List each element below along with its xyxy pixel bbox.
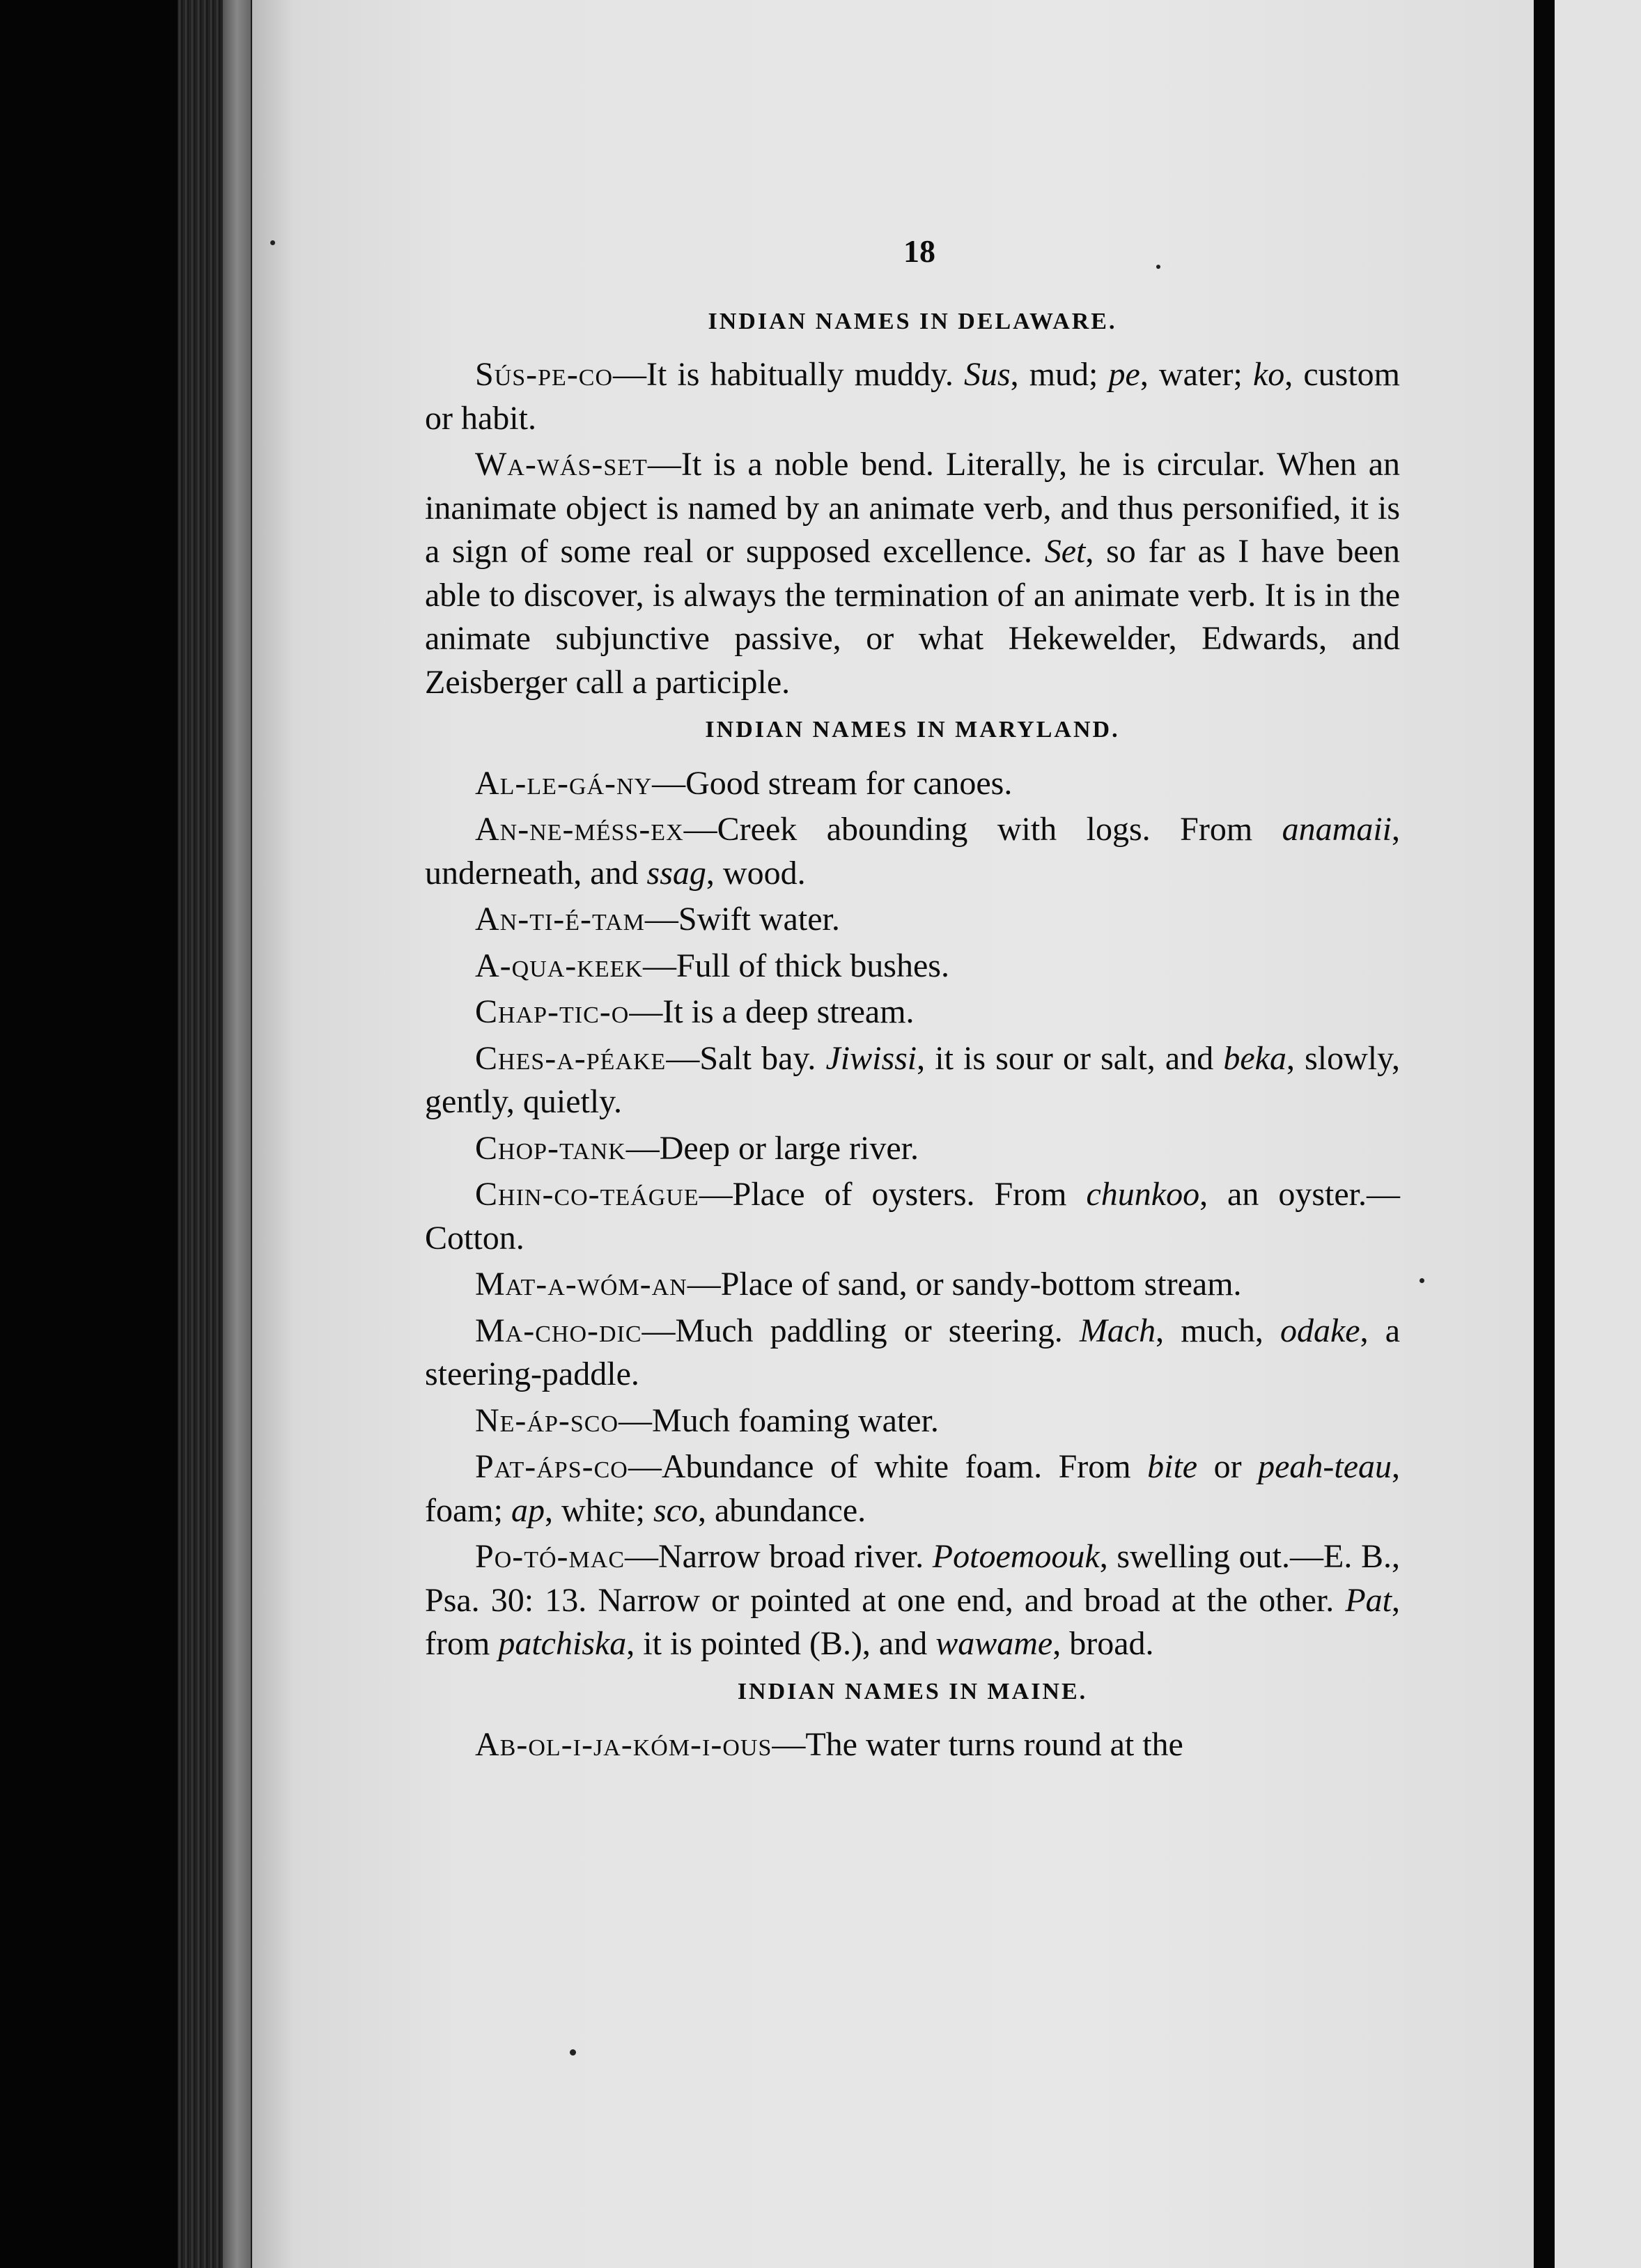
entry-headword: Ne-áp-sco xyxy=(475,1401,619,1439)
entry-italic-term: wawame xyxy=(935,1625,1053,1662)
entry-italic-term: ssag xyxy=(646,854,706,892)
entry-headword: Sús-pe-co xyxy=(475,356,614,393)
entry-headword: Chin-co-teágue xyxy=(475,1176,699,1213)
glossary-entry xyxy=(425,1310,1400,1397)
glossary-entry xyxy=(425,1445,1400,1532)
entry-headword: Al-le-gá-ny xyxy=(475,764,653,802)
glossary-entry xyxy=(425,353,1400,440)
entry-text: , wood. xyxy=(706,854,806,892)
entry-text: —It is a noble bend. Literally, he is circular. When an inanimate object is named by an animate verb, and thus personified, it is a sign of some real or supposed excellence. xyxy=(425,446,1400,570)
entry-italic-term: pe xyxy=(1108,356,1140,393)
entry-italic-term: Pat xyxy=(1345,1581,1392,1619)
entry-headword: Pat-áps-co xyxy=(475,1448,628,1485)
facing-page-edge xyxy=(1555,0,1641,2268)
entry-text: , white; xyxy=(544,1491,653,1529)
entry-text: , abundance. xyxy=(697,1491,866,1529)
entry-text: —Narrow broad river. xyxy=(625,1538,933,1575)
entry-text: , it is pointed (B.), and xyxy=(626,1625,936,1662)
entry-headword: Mat-a-wóm-an xyxy=(475,1266,687,1303)
glossary-entry xyxy=(425,1399,1400,1443)
glossary-entry xyxy=(425,1037,1400,1124)
entry-text: —Abundance of white foam. From xyxy=(628,1448,1148,1485)
entry-text: or xyxy=(1197,1448,1259,1485)
glossary-entry xyxy=(425,1173,1400,1260)
glossary-entry xyxy=(425,443,1400,704)
entry-headword: An-ti-é-tam xyxy=(475,901,645,938)
entry-text: , a steering-paddle. xyxy=(425,1312,1400,1392)
entry-text: , water; xyxy=(1140,356,1253,393)
page-number: 18 xyxy=(903,233,935,269)
entry-italic-term: ap xyxy=(511,1491,545,1529)
speck xyxy=(1420,1278,1424,1283)
section-heading: INDIAN NAMES IN MAINE. xyxy=(737,1678,1088,1704)
entry-headword: Wa-wás-set xyxy=(475,446,648,483)
glossary-entry xyxy=(425,762,1400,806)
entry-italic-term: anamaii xyxy=(1282,811,1392,848)
entry-italic-term: Mach xyxy=(1079,1312,1156,1349)
entry-text: —Creek abounding with logs. From xyxy=(683,811,1282,848)
entry-text: —Place of oysters. From xyxy=(699,1176,1087,1213)
entry-headword: Chap-tic-o xyxy=(475,993,630,1030)
glossary-entry xyxy=(425,1723,1400,1767)
entry-text: —Full of thick bushes. xyxy=(642,947,949,984)
entry-italic-term: ko xyxy=(1252,356,1285,393)
entry-text: —Place of sand, or sandy-bottom stream. xyxy=(687,1266,1242,1303)
page-text xyxy=(425,230,1400,1770)
glossary-entry xyxy=(425,1127,1400,1171)
glossary-entry xyxy=(425,991,1400,1034)
entry-headword: Chop-tank xyxy=(475,1129,626,1167)
entry-italic-term: bite xyxy=(1147,1448,1198,1485)
section-heading: INDIAN NAMES IN MARYLAND. xyxy=(705,717,1120,743)
section-heading: INDIAN NAMES IN DELAWARE. xyxy=(708,308,1117,334)
entry-text: , an oyster.—Cotton. xyxy=(425,1176,1400,1257)
entry-text: , mud; xyxy=(1010,356,1109,393)
entry-text: , broad. xyxy=(1052,1625,1154,1662)
entry-text: —Salt bay. xyxy=(666,1039,826,1077)
entry-headword: Ma-cho-dic xyxy=(475,1312,642,1349)
glossary-entry xyxy=(425,898,1400,942)
speck xyxy=(570,2049,576,2056)
entry-text: , swelling out.—E. B., Psa. 30: 13. Narrow or pointed at one end, and broad at the other. xyxy=(425,1538,1400,1619)
entry-text: —It is a deep stream. xyxy=(629,993,915,1030)
glossary-entry xyxy=(425,945,1400,988)
glossary-entry xyxy=(425,808,1400,895)
entry-italic-term: beka xyxy=(1223,1039,1286,1077)
entry-italic-term: sco xyxy=(653,1491,698,1529)
entry-italic-term: Potoemoouk xyxy=(932,1538,1100,1575)
entry-text: , it is sour or salt, and xyxy=(917,1039,1224,1077)
entry-text: —Swift water. xyxy=(644,901,840,938)
entry-headword: Ab-ol-i-ja-kóm-i-ous xyxy=(475,1726,772,1763)
entry-text: , much, xyxy=(1156,1312,1280,1349)
entry-italic-term: Sus xyxy=(963,356,1011,393)
entry-text: —The water turns round at the xyxy=(772,1726,1183,1763)
entry-headword: A-qua-keek xyxy=(475,947,643,984)
entry-text: , from xyxy=(425,1581,1400,1662)
glossary-entry xyxy=(425,1535,1400,1666)
entry-text: , foam; xyxy=(425,1448,1401,1529)
entry-italic-term: odake xyxy=(1280,1312,1360,1349)
entry-text: —Deep or large river. xyxy=(625,1129,919,1167)
entry-headword: Po-tó-mac xyxy=(475,1538,625,1575)
entry-text: —Much paddling or steering. xyxy=(641,1312,1080,1349)
entry-text: —It is habitually muddy. xyxy=(613,356,964,393)
entry-text: , custom or habit. xyxy=(425,356,1401,437)
entry-italic-term: peah-teau xyxy=(1258,1448,1392,1485)
glossary-entry xyxy=(425,1263,1400,1307)
entry-italic-term: chunkoo xyxy=(1086,1176,1200,1213)
entry-text: , slowly, gently, quietly. xyxy=(425,1039,1400,1120)
entry-italic-term: Set xyxy=(1044,533,1086,570)
entry-headword: An-ne-méss-ex xyxy=(475,811,684,848)
page-stack-edge xyxy=(223,0,251,2268)
entry-headword: Ches-a-péake xyxy=(475,1039,667,1077)
entry-italic-term: patchiska xyxy=(498,1625,627,1662)
entry-text: —Good stream for canoes. xyxy=(652,764,1013,802)
entry-text: , so far as I have been able to discover, is always the termination of an animate verb. It is in the animate subjunctive passive, or what Hekewelder, Edwards, and Zeisberger call a participle. xyxy=(425,533,1401,701)
sections-container xyxy=(425,300,1400,1767)
entry-text: , underneath, and xyxy=(425,811,1400,892)
entry-italic-term: Jiwissi xyxy=(825,1039,917,1077)
speck xyxy=(270,240,275,245)
entry-text: —Much foaming water. xyxy=(619,1401,939,1439)
page-gutter xyxy=(1537,0,1555,2268)
